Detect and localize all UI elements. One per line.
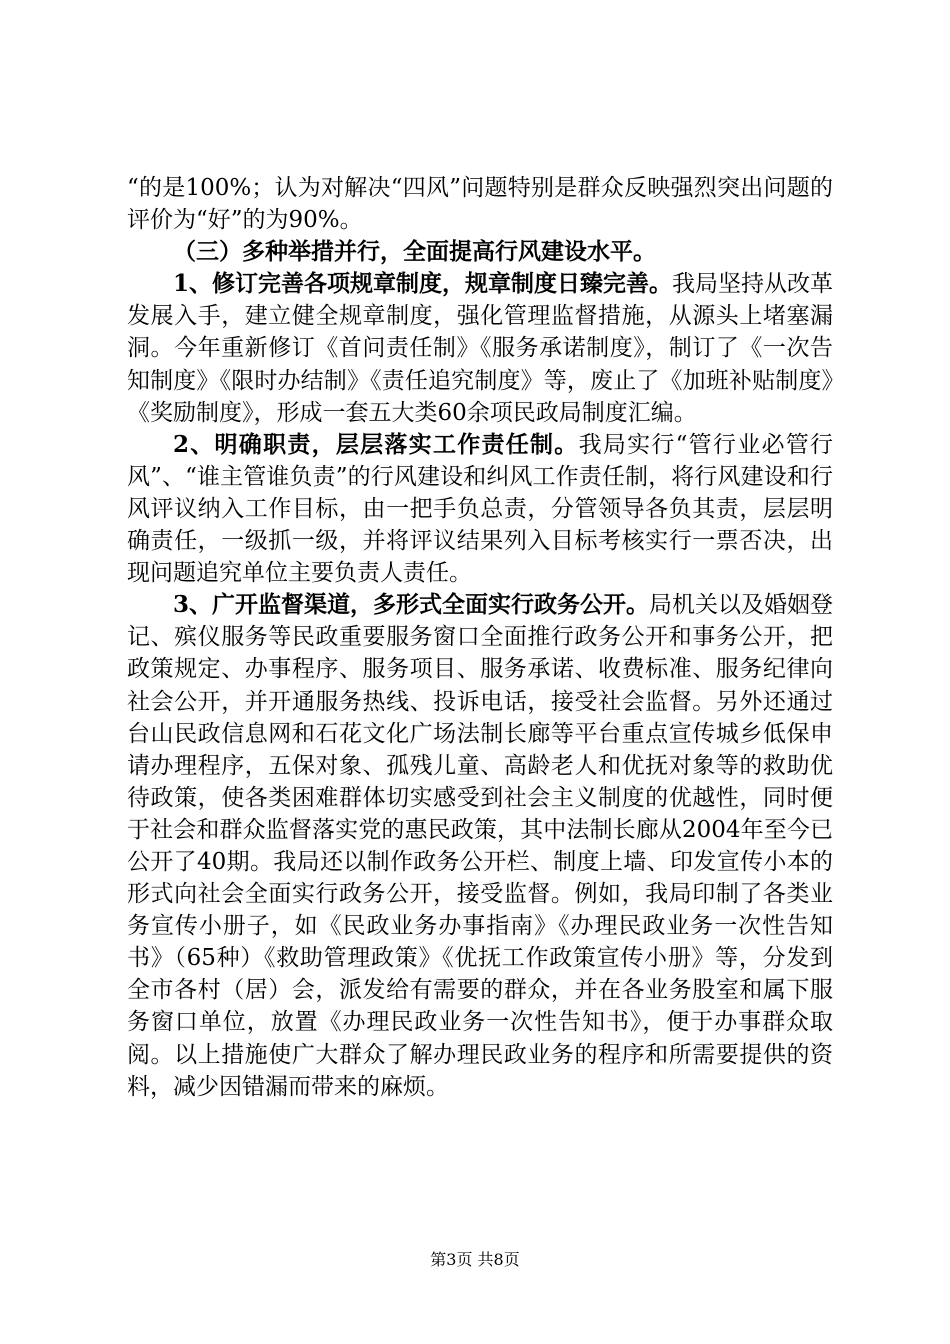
section-heading: （三）多种举措并行，全面提高行风建设水平。: [173, 238, 656, 266]
paragraph-item-3: [127, 589, 833, 1103]
page-footer: 第3页 共8页: [430, 1250, 520, 1269]
item-3-text: 局机关以及婚姻登记、殡仪服务等民政重要服务窗口全面推行政务公开和事务公开，把政策规定、办事程序、服务项目、服务承诺、收费标准、服务纪律向社会公开，并开通服务热线、投诉电话，接受社会监督。另外还通过台山民政信息网和石花文化广场法制长廊等平台重点宣传城乡低保申请办理程序，五保对象、孤残儿童、高龄老人和优抚对象等的救助优待政策，使各类困难群体切实感受到社会主义制度的优越性，同时便于社会和群众监督落实党的惠民政策，其中法制长廊从2004年至今已公开了40期。我局还以制作政务公开栏、制度上墙、印发宣传小本的形式向社会全面实行政务公开，接受监督。例如，我局印制了各类业务宣传小册子，如《民政业务办事指南》《办理民政业务一次性告知书》（65种）《救助管理政策》《优抚工作政策宣传小册》等，分发到全市各村（居）会，派发给有需要的群众，并在各业务股室和属下服务窗口单位，放置《办理民政业务一次性告知书》，便于办事群众取阅。以上措施使广大群众了解办理民政业务的程序和所需要提供的资料，减少因错漏而带来的麻烦。: [127, 592, 834, 1100]
paragraph-continuation: “的是100%；认为对解决“四风”问题特别是群众反映强烈突出问题的评价为“好”的为90%。: [127, 175, 833, 234]
item-1-title: 1、修订完善各项规章制度，规章制度日臻完善。: [173, 270, 673, 298]
item-2-title: 2、明确职责，层层落实工作责任制。: [173, 430, 579, 458]
paragraph-item-1: [127, 268, 833, 428]
item-2-text: 我局实行“管行业必管行风”、“谁主管谁负责”的行风建设和纠风工作责任制，将行风建设和行风评议纳入工作目标，由一把手负总责，分管领导各负其责，层层明确责任，一级抓一级，并将评议结果列入目标考核实行一票否决，出现问题追究单位主要负责人责任。: [127, 431, 833, 587]
document-body: [127, 172, 833, 1103]
item-3-title: 3、广开监督渠道，多形式全面实行政务公开。: [173, 591, 650, 619]
paragraph-item-2: [127, 429, 833, 589]
item-1-text: 我局坚持从改革发展入手，建立健全规章制度，强化管理监督措施，从源头上堵塞漏洞。今年重新修订《首问责任制》《服务承诺制度》，制订了《一次告知制度》《限时办结制》《责任追究制度》等，废止了《加班补贴制度》《奖励制度》，形成一套五大类60余项民政局制度汇编。: [127, 271, 834, 426]
